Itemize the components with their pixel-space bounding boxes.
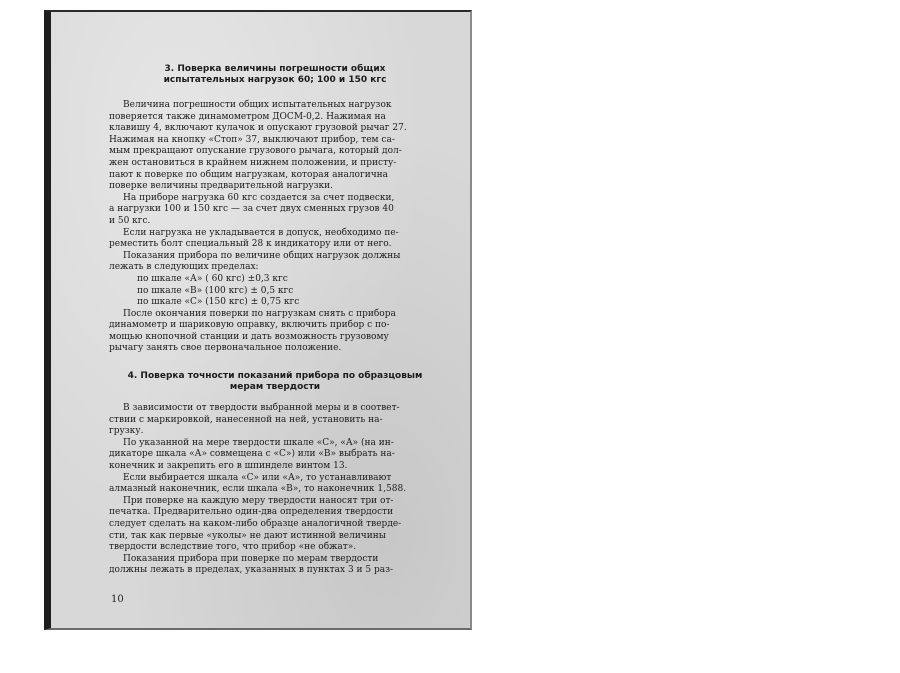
text-line: В зависимости от твердости выбранной меры и в соответ- [123,403,400,414]
text-line: Показания прибора при поверке по мерам твердости [123,553,379,564]
section-3-body [109,100,441,355]
text-line: лежать в следующих пределах: [109,262,259,273]
section-3-heading [109,64,441,86]
text-line: и 50 кгс. [109,215,151,226]
text-line: По указанной на мере твердости шкале «С», «А» (на ин- [123,437,394,448]
heading-line: испытательных нагрузок 60; 100 и 150 кгс [163,75,387,85]
text-line: Величина погрешности общих испытательных нагрузок [123,100,392,110]
text-line: Показания прибора по величине общих нагрузок должны [123,250,401,261]
text-line: сти, так как первые «уколы» не дают истинной величины [109,530,386,541]
text-line: твердости вследствие того, что прибор «не обжат». [109,542,357,553]
text-line: Если выбирается шкала «С» или «А», то устанавливают [123,472,392,483]
text-line: алмазный наконечник, если шкала «В», то наконечник 1,588. [109,484,407,495]
text-line: При поверке на каждую меру твердости наносят три от- [123,495,394,506]
text-line: После окончания поверки по нагрузкам снять с прибора [123,308,396,319]
text-line: а нагрузки 100 и 150 кгс — за счет двух сменных грузов 40 [109,204,394,215]
scanned-page [44,10,472,630]
text-line: пают к поверке по общим нагрузкам, которая аналогична [109,169,389,180]
text-line: Если нагрузка не укладывается в допуск, необходимо пе- [123,227,399,238]
text-line: динамометр и шариковую оправку, включить прибор с по- [109,320,390,331]
text-line: Нажимая на кнопку «Стоп» 37, выключают прибор, тем са- [109,134,395,145]
text-line: поверке величины предварительной нагрузки. [109,181,334,192]
text-line: жен остановиться в крайнем нижнем положении, и присту- [109,157,397,168]
section-4-heading [109,371,441,393]
text-line: мощью кнопочной станции и дать возможность грузовому [109,331,389,342]
heading-line: мерам твердости [229,382,321,393]
text-line: по шкале «С» (150 кгс) ± 0,75 кгс [137,297,300,308]
page-body [109,64,441,577]
text-line: по шкале «А» ( 60 кгс) ±0,3 кгс [137,273,288,284]
text-line: На приборе нагрузка 60 кгс создается за счет подвески, [123,192,395,203]
text-line: поверяется также динамометром ДОСМ-0,2. Нажимая на [109,111,386,122]
text-line: мым прекращают опускание грузового рычага, который дол- [109,146,402,157]
page-number: 10 [111,594,124,605]
text-line: клавишу 4, включают кулачок и опускают грузовой рычаг 27. [109,123,407,134]
text-line: реместить болт специальный 28 к индикатору или от него. [109,239,392,250]
text-line: по шкале «В» (100 кгс) ± 0,5 кгс [137,285,294,296]
text-line: рычагу занять свое первоначальное положение. [109,343,342,354]
text-line: печатка. Предварительно один-два определения твердости [109,507,394,518]
text-line: следует сделать на каком-либо образце аналогичной тверде- [109,519,402,529]
text-line: дикаторе шкала «А» совмещена с «С») или «В» выбрать на- [109,449,395,460]
section-4-body [109,403,441,577]
text-line: должны лежать в пределах, указанных в пунктах 3 и 5 раз- [109,565,394,576]
text-line: ствии с маркировкой, нанесенной на ней, установить на- [109,414,383,425]
text-line: грузку. [109,426,144,437]
heading-line: 4. Поверка точности показаний прибора по образцовым [127,371,423,382]
heading-line: 3. Поверка величины погрешности общих [164,64,386,74]
text-line: конечник и закрепить его в шпинделе винтом 13. [109,461,348,472]
